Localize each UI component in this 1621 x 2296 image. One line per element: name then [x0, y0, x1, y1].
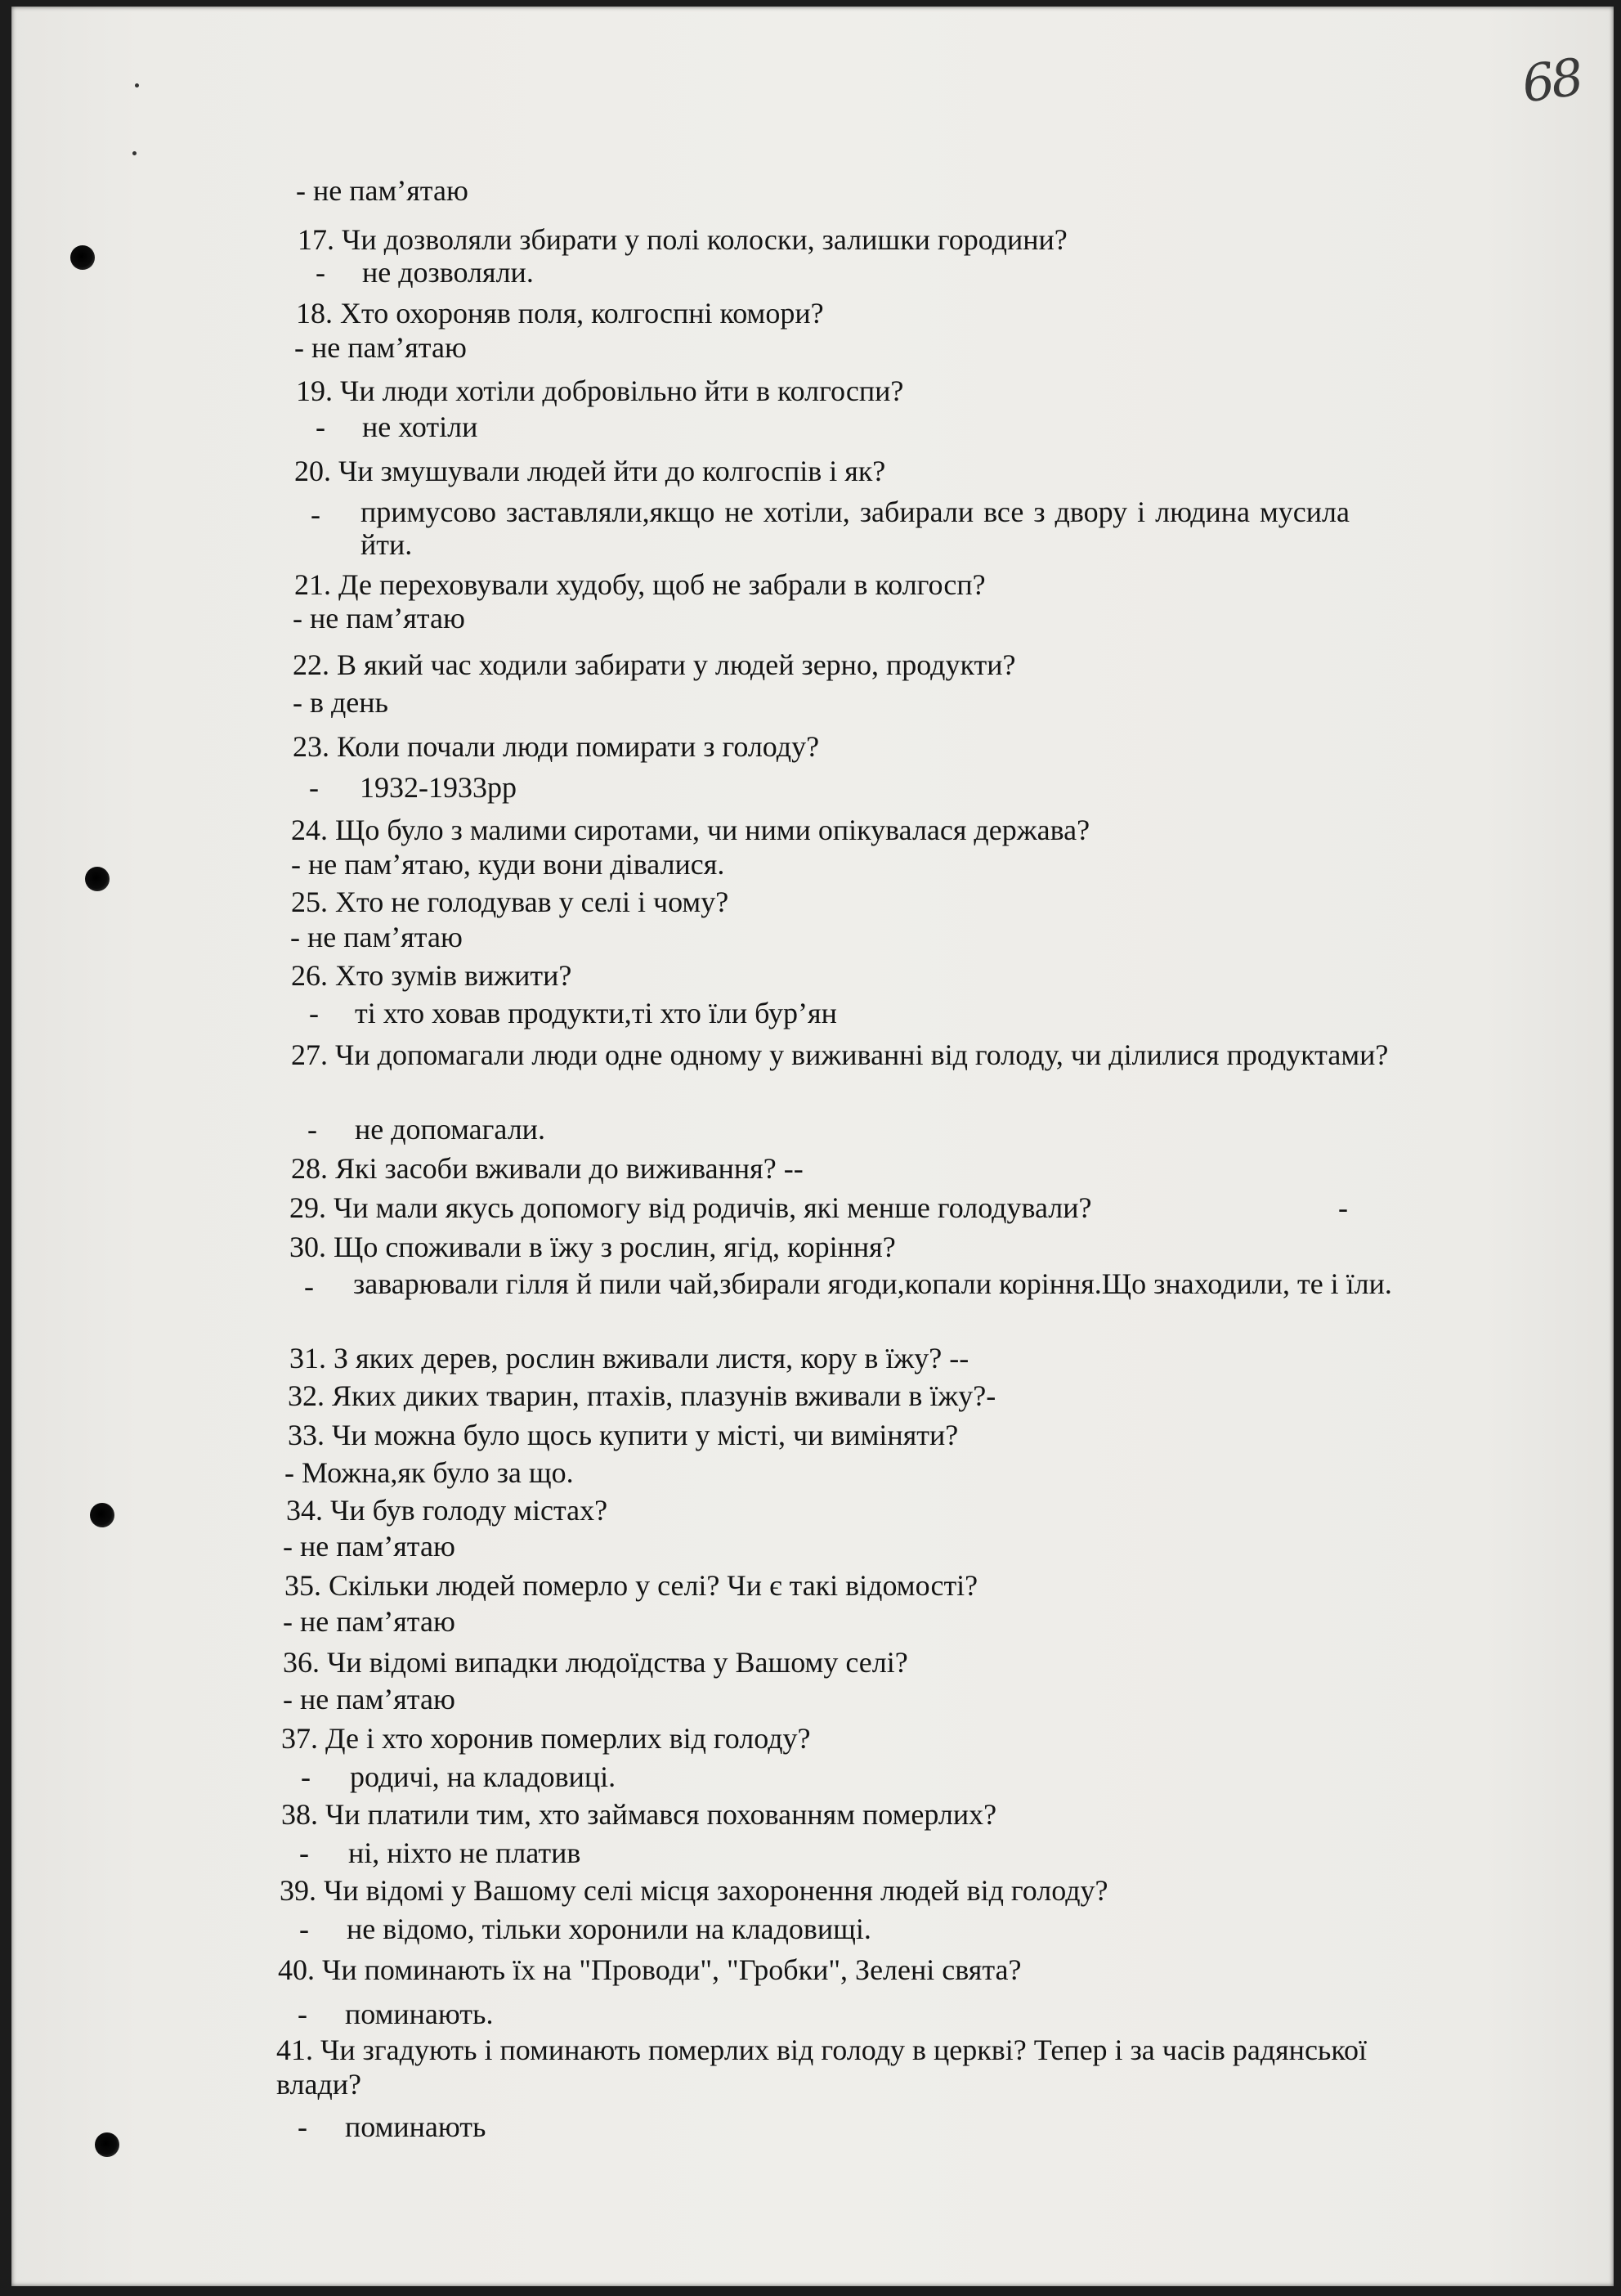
list-dash: -: [309, 997, 319, 1029]
list-dash: -: [301, 1760, 311, 1793]
question-line: 41. Чи згадують і поминають померлих від голоду в церкві? Тепер і за часів радянської влади?: [276, 2034, 1368, 2101]
answer-line: не дозволяли.: [362, 256, 534, 289]
list-dash: -: [307, 1113, 317, 1146]
answer-line: - не пам’ятаю: [283, 1683, 455, 1715]
list-dash: -: [298, 1998, 307, 2030]
question-line: 26. Хто зумів вижити?: [291, 959, 572, 992]
list-dash: -: [1338, 1191, 1348, 1224]
question-line: 19. Чи люди хотіли добровільно йти в колгоспи?: [296, 374, 904, 407]
list-dash: -: [309, 771, 319, 804]
answer-line: - не пам’ятаю: [293, 602, 465, 635]
answer-line: поминають.: [345, 1998, 494, 2030]
list-dash: -: [311, 498, 320, 531]
question-line: 36. Чи відомі випадки людоїдства у Вашому селі?: [283, 1646, 908, 1679]
question-line: 23. Коли почали люди помирати з голоду?: [293, 730, 820, 763]
question-line: 22. В який час ходили забирати у людей зерно, продукти?: [293, 648, 1016, 681]
answer-line: 1932-1933рр: [360, 771, 517, 804]
answer-line: не допомагали.: [355, 1113, 545, 1146]
answer-line: не відомо, тільки хоронили на кладовищі.: [347, 1913, 871, 1945]
answer-line: примусово заставляли,якщо не хотіли, забирали все з двору і людина мусила йти.: [360, 496, 1350, 561]
question-line: 32. Яких диких тварин, птахів, плазунів вживали в їжу?-: [288, 1379, 996, 1412]
question-line: 34. Чи був голоду містах?: [286, 1494, 608, 1527]
answer-line: - не пам’ятаю: [296, 174, 468, 207]
question-line: 28. Які засоби вживали до виживання? --: [291, 1152, 804, 1185]
answer-line: - Можна,як було за що.: [284, 1456, 574, 1489]
list-dash: -: [298, 2110, 307, 2143]
answer-line: - в день: [293, 686, 388, 719]
question-line: 24. Що було з малими сиротами, чи ними опікувалася держава?: [291, 814, 1090, 846]
question-line: 33. Чи можна було щось купити у місті, чи виміняти?: [288, 1419, 959, 1451]
answer-line: - не пам’ятаю: [283, 1530, 455, 1563]
question-line: 40. Чи поминають їх на "Проводи", "Гробки", Зелені свята?: [278, 1953, 1022, 1986]
answer-line: заварювали гілля й пили чай,збирали ягоди,копали коріння.Що знаходили, те і їли.: [353, 1267, 1392, 1300]
list-dash: -: [299, 1913, 309, 1945]
question-line: 21. Де переховували худобу, щоб не забрали в колгосп?: [294, 568, 986, 601]
question-line: 37. Де і хто хоронив померлих від голоду?: [281, 1722, 811, 1755]
answer-line: родичі, на кладовиці.: [350, 1760, 616, 1793]
question-line: 38. Чи платили тим, хто займався похованням померлих?: [281, 1798, 997, 1831]
answer-line: ті хто ховав продукти,ті хто їли бур’ян: [355, 997, 837, 1029]
answer-line: - не пам’ятаю: [290, 921, 463, 953]
list-dash: -: [316, 256, 325, 289]
answer-line: не хотіли: [362, 410, 478, 443]
list-dash: -: [316, 410, 325, 443]
answer-line: ні, ніхто не платив: [348, 1836, 581, 1869]
answer-line: - не пам’ятаю, куди вони дівалися.: [291, 848, 725, 881]
question-line: 25. Хто не голодував у селі і чому?: [291, 886, 729, 918]
question-line: 30. Що споживали в їжу з рослин, ягід, коріння?: [289, 1231, 896, 1263]
question-line: 17. Чи дозволяли збирати у полі колоски, залишки городини?: [298, 223, 1068, 256]
answer-line: поминають: [345, 2110, 486, 2143]
question-line: 27. Чи допомагали люди одне одному у виживанні від голоду, чи ділилися продуктами?: [291, 1038, 1389, 1071]
answer-line: - не пам’ятаю: [283, 1605, 455, 1638]
list-dash: -: [304, 1270, 314, 1303]
question-line: 29. Чи мали якусь допомогу від родичів, які менше голодували?: [289, 1191, 1092, 1224]
question-line: 39. Чи відомі у Вашому селі місця захоронення людей від голоду?: [280, 1874, 1108, 1907]
question-line: 35. Скільки людей померло у селі? Чи є такі відомості?: [284, 1569, 978, 1602]
handwritten-page-number: 68: [1518, 47, 1584, 114]
list-dash: -: [299, 1836, 309, 1869]
answer-line: - не пам’ятаю: [294, 331, 467, 364]
question-line: 20. Чи змушували людей йти до колгоспів і як?: [294, 455, 886, 487]
question-line: 31. З яких дерев, рослин вживали листя, кору в їжу? --: [289, 1342, 969, 1374]
question-line: 18. Хто охороняв поля, колгоспні комори?: [296, 297, 824, 330]
